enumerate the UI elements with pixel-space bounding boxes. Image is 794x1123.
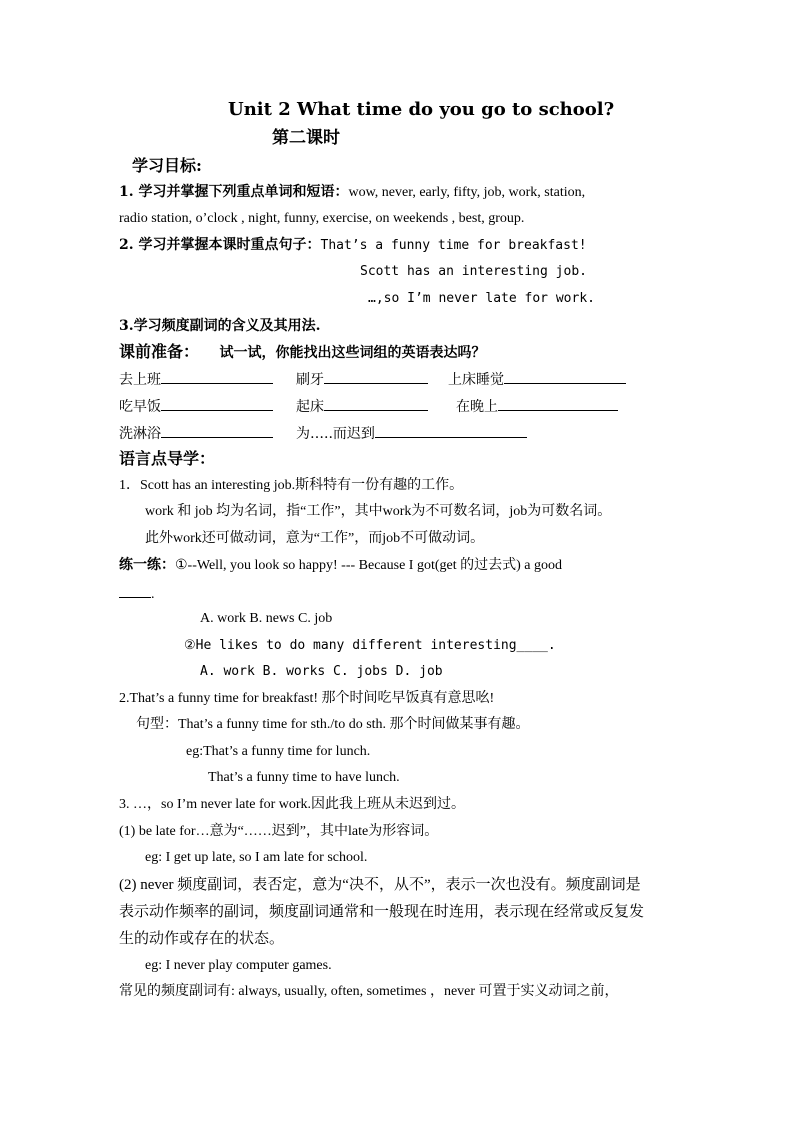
- language-points-heading: 语言点导学：: [119, 449, 216, 468]
- phrase-cell: [296, 369, 428, 390]
- answer-blank[interactable]: [324, 369, 428, 384]
- prep-prompt: 试一试，你能找出这些词组的英语表达吗？: [219, 345, 486, 361]
- phrase-label: 刷牙: [296, 372, 324, 388]
- point-3: 3. …，so I’m never late for work.因此我上班从未迟到过。: [119, 797, 466, 812]
- point-3-part-2-line-2: 表示动作频率的副词，频度副词通常和一般现在时连用，表示现在经常或反复发: [119, 904, 645, 920]
- answer-blank[interactable]: [161, 396, 273, 411]
- point-3-part-1-example: eg: I get up late, so I am late for school.: [145, 850, 368, 865]
- phrase-label: 去上班: [119, 372, 161, 388]
- point-1-note-2: 此外work还可做动词，意为“工作”，而job不可做动词。: [145, 531, 485, 546]
- phrase-label: 起床: [296, 399, 324, 415]
- point-2: 2.That’s a funny time for breakfast! 那个时间吃早饭真有意思吆!: [119, 691, 495, 706]
- point-1-note-1: work 和 job 均为名词，指“工作”，其中work为不可数名词，job为可数名词。: [145, 504, 612, 519]
- practice-q2-options: A. work B. works C. jobs D. job: [200, 664, 443, 679]
- point-2-pattern: 句型：That’s a funny time for sth./to do sth. 那个时间做某事有趣。: [136, 717, 530, 732]
- point-2-example-2: That’s a funny time to have lunch.: [208, 770, 400, 785]
- point-2-example-1: eg:That’s a funny time for lunch.: [186, 744, 371, 759]
- objective-1-words: wow, never, early, fifty, job, work, station,: [348, 185, 586, 200]
- prep-line: [119, 342, 485, 363]
- objective-1-label: 1. 学习并掌握下列重点单词和短语：: [119, 184, 349, 200]
- phrase-cell: [456, 396, 618, 417]
- phrase-label: 为…..而迟到: [296, 426, 375, 442]
- answer-blank[interactable]: [161, 369, 273, 384]
- answer-blank[interactable]: [504, 369, 626, 384]
- phrase-cell: [296, 423, 527, 444]
- practice-q1-options: A. work B. news C. job: [200, 611, 333, 626]
- phrase-label: 吃早饭: [119, 399, 161, 415]
- objective-2-sentence-3: …,so I’m never late for work.: [368, 291, 595, 306]
- phrase-row-1: [119, 369, 273, 390]
- answer-blank[interactable]: [375, 423, 527, 438]
- point-3-part-2-example: eg: I never play computer games.: [145, 958, 332, 973]
- objective-3: 3.学习频度副词的含义及其用法.: [119, 318, 321, 334]
- point-3-part-1: (1) be late for…意为“……迟到”，其中late为形容词。: [119, 824, 439, 839]
- page-title: Unit 2 What time do you go to school?: [228, 99, 615, 120]
- point-3-part-2-line-1: (2) never 频度副词，表否定，意为“决不，从不”，表示一次也没有。频度副词是: [119, 877, 641, 893]
- practice-q1: [119, 556, 562, 576]
- practice-label: 练一练：: [119, 558, 175, 573]
- point-3-adverb-list: 常见的频度副词有: always, usually, often, sometimes ，never 可置于实义动词之前，: [119, 984, 619, 999]
- objective-2-sentence-1: That’s a funny time for breakfast!: [320, 238, 587, 253]
- point-1: 1．Scott has an interesting job.斯科特有一份有趣的工作。: [119, 478, 464, 493]
- phrase-cell: [296, 396, 428, 417]
- answer-blank[interactable]: [324, 396, 428, 411]
- phrase-label: 在晚上: [456, 399, 498, 415]
- answer-blank[interactable]: [498, 396, 618, 411]
- objective-1-words-cont: radio station, o’clock , night, funny, exercise, on weekends , best, group.: [119, 211, 525, 226]
- phrase-row-3: [119, 423, 273, 444]
- objective-2-label: 2. 学习并掌握本课时重点句子：: [119, 237, 321, 253]
- objective-2-sentence-2: Scott has an interesting job.: [360, 264, 587, 279]
- answer-blank[interactable]: [119, 583, 151, 598]
- prep-heading: 课前准备：: [119, 342, 200, 361]
- point-3-part-2-line-3: 生的动作或存在的状态。: [119, 931, 285, 947]
- practice-q2: ②He likes to do many different interesting____.: [184, 638, 556, 653]
- practice-q1-cont: [119, 583, 155, 605]
- objective-1: [119, 182, 585, 203]
- practice-q1-text: ①--Well, you look so happy! --- Because I got(get 的过去式) a good: [175, 558, 562, 573]
- phrase-label: 洗淋浴: [119, 426, 161, 442]
- answer-blank[interactable]: [161, 423, 273, 438]
- phrase-cell: [448, 369, 626, 390]
- phrase-row-2: [119, 396, 273, 417]
- phrase-label: 上床睡觉: [448, 372, 504, 388]
- objective-2: [119, 235, 587, 256]
- practice-q1-tail: .: [151, 587, 155, 602]
- page-subtitle: 第二课时: [272, 128, 340, 148]
- objectives-heading: 学习目标:: [132, 156, 202, 175]
